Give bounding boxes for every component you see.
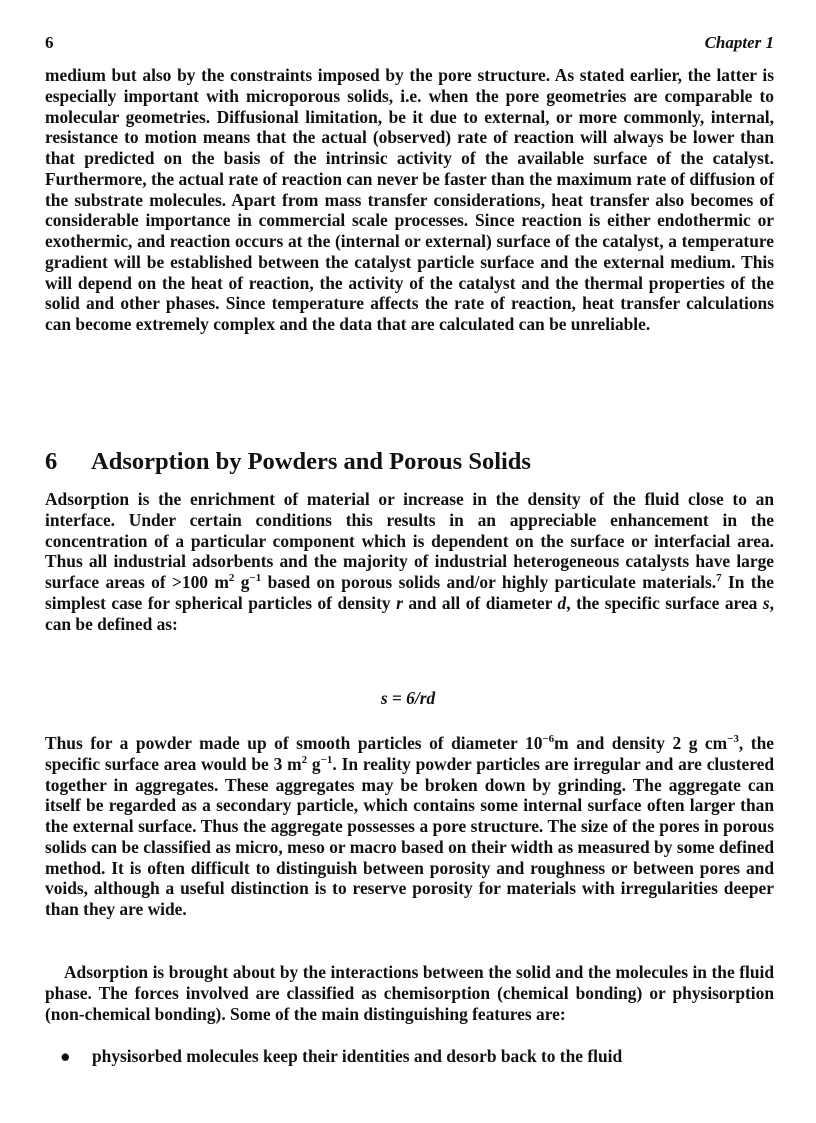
variable-s: s [762, 592, 770, 613]
superscript: −1 [320, 753, 333, 766]
bullet-icon: ● [60, 1046, 71, 1066]
paragraph-adsorption-forces: Adsorption is brought about by the interactions between the solid and the molecules in the fluid phase. The forces involved are classified as chemisorption (chemical bonding) or physisorption (non-chemical bonding). Some of the main distinguishing features are: [45, 962, 774, 1024]
variable-r: r [396, 592, 403, 613]
superscript: −3 [727, 733, 739, 745]
superscript: −1 [249, 572, 262, 584]
variable-d: d [557, 592, 567, 613]
page-number: 6 [45, 33, 54, 52]
superscript: 2 [228, 572, 235, 584]
paragraph-adsorption-intro: Adsorption is the enrichment of material or increase in the density of the fluid close to an interface. Under certain conditions this results in an appreciable enhancement in the concentration of a particular component which is dependent on the surface or interfacial area. Thus all industrial adsorbents and the majority of industrial heterogeneous catalysts have large surface areas of >100 $m^2$ $g^{-1}$ based on porous solids and/or highly particulate materials.$^7$ In the simplest case for spherical particles of density r and all of diameter d, the specific surface area s, can be defined as: [45, 489, 774, 634]
paragraph-powder-example: Thus for a powder made up of smooth particles of diameter $10^{-6}m$ and density 2 g $cm^{-3}$, the specific surface area would be 3 $m^2$ $g^{-1}$. In reality powder particles are irregular and are clustered together in aggregates. These aggregates may be broken down by grinding. The aggregate can itself be regarded as a secondary particle, which contains some internal surface often larger than the external surface. Thus the aggregate possesses a pore structure. The size of the pores in porous solids can be classified as micro, meso or macro based on their width as measured by some defined method. It is often difficult to distinguish between porosity and roughness or between pores and voids, although a useful distinction is to reserve porosity for materials with irregularities deeper than they are wide. [45, 733, 775, 919]
section-title: Adsorption by Powders and Porous Solids [91, 448, 531, 475]
equation-surface-area: s = 6/rd [380, 688, 436, 708]
list-item: ● physisorbed molecules keep their identities and desorb back to the fluid [60, 1046, 623, 1066]
section-number: 6 [45, 448, 58, 475]
running-head: Chapter 1 [704, 33, 774, 52]
reference-superscript: 7 [716, 572, 722, 584]
paragraph-diffusion: medium but also by the constraints imposed by the pore structure. As stated earlier, the latter is especially important with microporous solids, i.e. when the pore geometries are comparable to molecular geometries. Diffusional limitation, be it due to external, or more commonly, internal, resistance to motion means that the actual (observed) rate of reaction will always be lower than that predicted on the basis of the intrinsic activity of the available surface of the catalyst. Furthermore, the actual rate of reaction can never be faster than the maximum rate of diffusion of the substrate molecules. Apart from mass transfer considerations, heat transfer also becomes of considerable importance in commercial scale processes. Since reaction is either endothermic or exothermic, and reaction occurs at the (internal or external) surface of the catalyst, a temperature gradient will be established between the catalyst particle surface and the external medium. This will depend on the heat of reaction, the activity of the catalyst and the thermal properties of the solid and other phases. Since temperature affects the rate of reaction, heat transfer calculations can become extremely complex and the data that are calculated can be unreliable. [45, 65, 774, 334]
section-heading [45, 448, 531, 476]
superscript: 2 [301, 753, 308, 766]
superscript: −6 [542, 733, 555, 745]
features-list [45, 1046, 774, 1067]
